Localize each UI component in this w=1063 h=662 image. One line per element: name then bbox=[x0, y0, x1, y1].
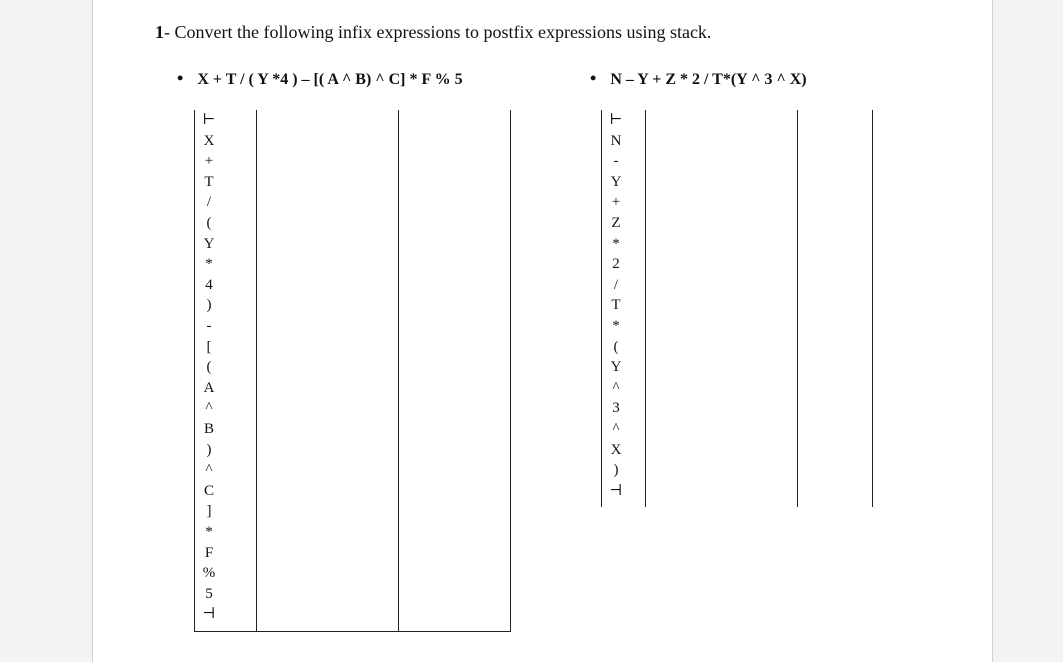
token-cell: 5 bbox=[205, 585, 213, 602]
token-cell: 4 bbox=[205, 276, 213, 293]
table-border bbox=[872, 110, 873, 507]
bullet-icon: • bbox=[590, 68, 597, 88]
token-cell: * bbox=[612, 235, 620, 252]
token-cell: N bbox=[610, 132, 622, 149]
token-cell: ^ bbox=[612, 421, 620, 437]
token-cell: ^ bbox=[205, 462, 213, 479]
token-cell: ) bbox=[613, 462, 619, 479]
token-cell: Z bbox=[611, 215, 621, 231]
token-cell: 3 bbox=[612, 400, 620, 417]
table-border bbox=[510, 110, 511, 632]
token-cell: T bbox=[204, 173, 214, 190]
token-cell: ⊣ bbox=[202, 606, 216, 623]
token-cell: Y bbox=[203, 235, 215, 252]
table-border bbox=[256, 110, 257, 632]
token-cell: % bbox=[202, 565, 216, 582]
document-page bbox=[92, 0, 993, 662]
token-cell: * bbox=[205, 256, 213, 273]
question-heading bbox=[155, 22, 711, 43]
table-border bbox=[645, 110, 646, 507]
token-cell: B bbox=[203, 421, 214, 437]
token-cell: 2 bbox=[612, 256, 620, 273]
table-border bbox=[398, 110, 399, 632]
bullet-icon: • bbox=[177, 68, 184, 88]
token-cell: + bbox=[204, 153, 214, 170]
token-cell: / bbox=[613, 276, 619, 293]
token-cell: ⊢ bbox=[202, 112, 216, 128]
token-cell: X bbox=[610, 441, 622, 458]
expression-1 bbox=[177, 68, 463, 89]
token-cell: ( bbox=[206, 359, 212, 376]
token-cell: + bbox=[611, 194, 621, 211]
token-cell: Y bbox=[610, 173, 622, 190]
question-number: 1 bbox=[155, 22, 164, 42]
token-cell: - bbox=[613, 153, 619, 170]
question-text: - Convert the following infix expressions to postfix expressions using stack. bbox=[164, 22, 712, 42]
token-cell: ) bbox=[206, 441, 212, 458]
expression-1-text: X + T / ( Y *4 ) – [( A ^ B) ^ C] * F % 5 bbox=[197, 71, 463, 88]
table-border bbox=[601, 110, 602, 507]
stack-table-1 bbox=[194, 110, 511, 632]
expression-2 bbox=[590, 68, 807, 89]
expression-2-text: N – Y + Z * 2 / T*(Y ^ 3 ^ X) bbox=[610, 71, 807, 88]
token-cell: [ bbox=[206, 338, 212, 355]
token-cell: ( bbox=[206, 215, 212, 231]
token-cell: - bbox=[206, 318, 212, 334]
token-cell: ( bbox=[613, 338, 619, 355]
token-cell: ] bbox=[206, 503, 212, 520]
token-cell: ^ bbox=[612, 379, 620, 396]
table-border bbox=[797, 110, 798, 507]
token-cell: ^ bbox=[205, 400, 213, 417]
token-cell: T bbox=[611, 297, 621, 314]
token-cell: ⊣ bbox=[609, 482, 623, 499]
token-cell: Y bbox=[610, 359, 622, 376]
token-cell: / bbox=[206, 194, 212, 211]
stack-table-2 bbox=[601, 110, 873, 507]
token-cell: X bbox=[203, 132, 215, 149]
table-bottom-border bbox=[194, 631, 511, 632]
token-cell: F bbox=[204, 544, 214, 561]
table-border bbox=[194, 110, 195, 632]
token-cell: ⊢ bbox=[609, 112, 623, 128]
token-cell: A bbox=[203, 379, 215, 396]
token-cell: * bbox=[205, 524, 213, 540]
token-cell: ) bbox=[206, 297, 212, 314]
token-cell: C bbox=[203, 482, 214, 499]
token-cell: * bbox=[612, 318, 620, 334]
